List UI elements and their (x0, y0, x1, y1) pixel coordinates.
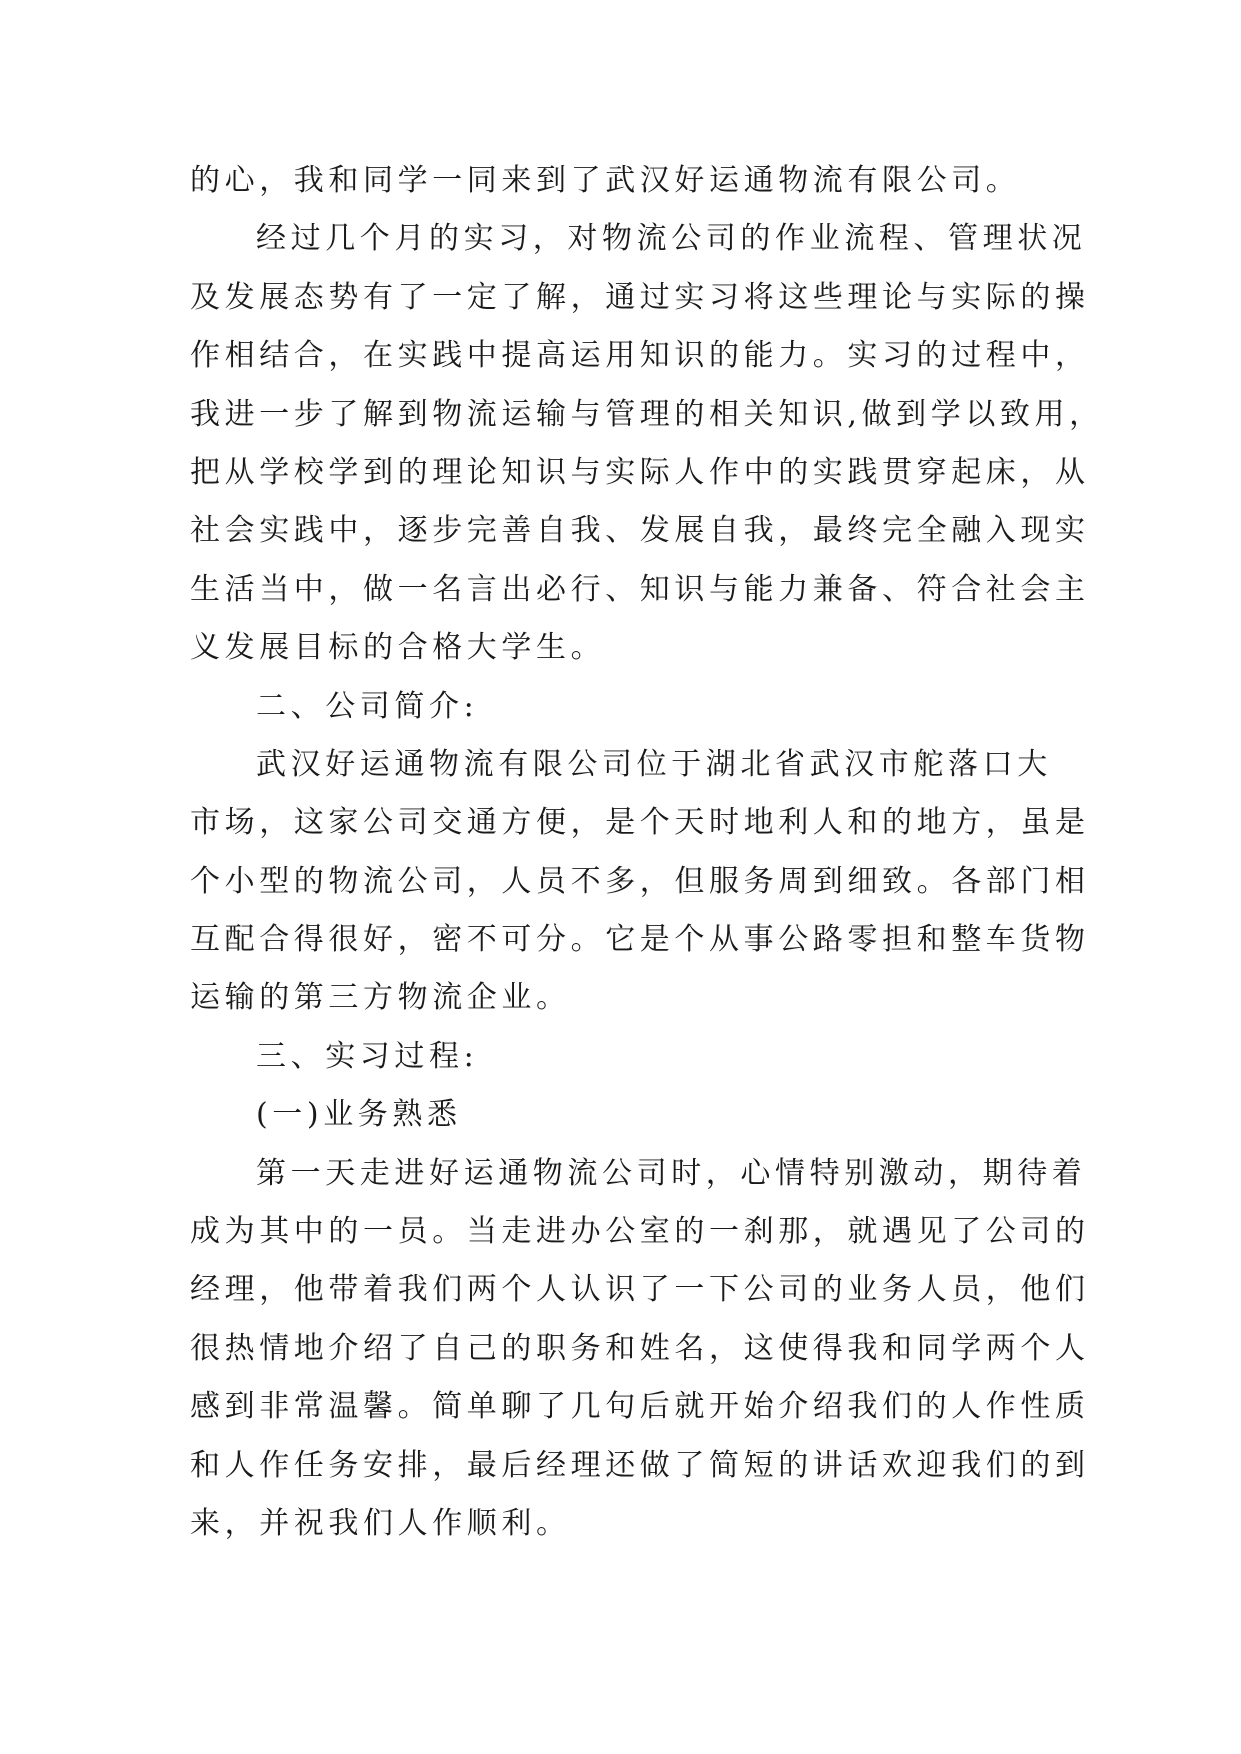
text-line: 及发展态势有了一定了解，通过实习将这些理论与实际的操 (190, 279, 1090, 315)
section-heading: 三、实习过程: (256, 1038, 479, 1074)
document-body (190, 152, 1104, 1553)
text-line: 经过几个月的实习，对物流公司的作业流程、管理状况 (256, 221, 1087, 257)
text-line: 来，并祝我们人作顺利。 (190, 1505, 571, 1541)
text-line: 把从学校学到的理论知识与实际人作中的实践贯穿起床，从 (190, 454, 1090, 490)
text-line: 运输的第三方物流企业。 (190, 980, 571, 1016)
text-line: 社会实践中，逐步完善自我、发展自我，最终完全融入现实 (190, 513, 1090, 549)
text-line: 和人作任务安排，最后经理还做了简短的讲话欢迎我们的到 (190, 1447, 1090, 1483)
text-line: 感到非常温馨。简单聊了几句后就开始介绍我们的人作性质 (190, 1389, 1090, 1425)
text-line: 武汉好运通物流有限公司位于湖北省武汉市舵落口大 (256, 746, 1052, 782)
section-heading: 二、公司简介: (256, 688, 479, 724)
text-line: 很热情地介绍了自己的职务和姓名，这使得我和同学两个人 (190, 1330, 1090, 1366)
text-line: 的心，我和同学一同来到了武汉好运通物流有限公司。 (190, 163, 1021, 198)
text-line: 经理，他带着我们两个人认识了一下公司的业务人员，他们 (190, 1272, 1090, 1308)
text-line: 生活当中，做一名言出必行、知识与能力兼备、符合社会主 (190, 571, 1090, 607)
text-line: 成为其中的一员。当走进办公室的一刹那，就遇见了公司的 (190, 1214, 1090, 1250)
text-line: 个小型的物流公司，人员不多，但服务周到细致。各部门相 (190, 863, 1090, 899)
text-line: 义发展目标的合格大学生。 (190, 630, 606, 666)
subsection-heading: (一)业务熟悉 (256, 1097, 462, 1133)
text-line: 我进一步了解到物流运输与管理的相关知识,做到学以致用， (190, 396, 1104, 432)
text-line: 第一天走进好运通物流公司时，心情特别激动，期待着 (256, 1155, 1087, 1191)
text-line: 作相结合，在实践中提高运用知识的能力。实习的过程中， (190, 338, 1090, 374)
text-line: 市场，这家公司交通方便，是个天时地利人和的地方，虽是 (190, 805, 1090, 841)
text-line: 互配合得很好，密不可分。它是个从事公路零担和整车货物 (190, 922, 1090, 958)
